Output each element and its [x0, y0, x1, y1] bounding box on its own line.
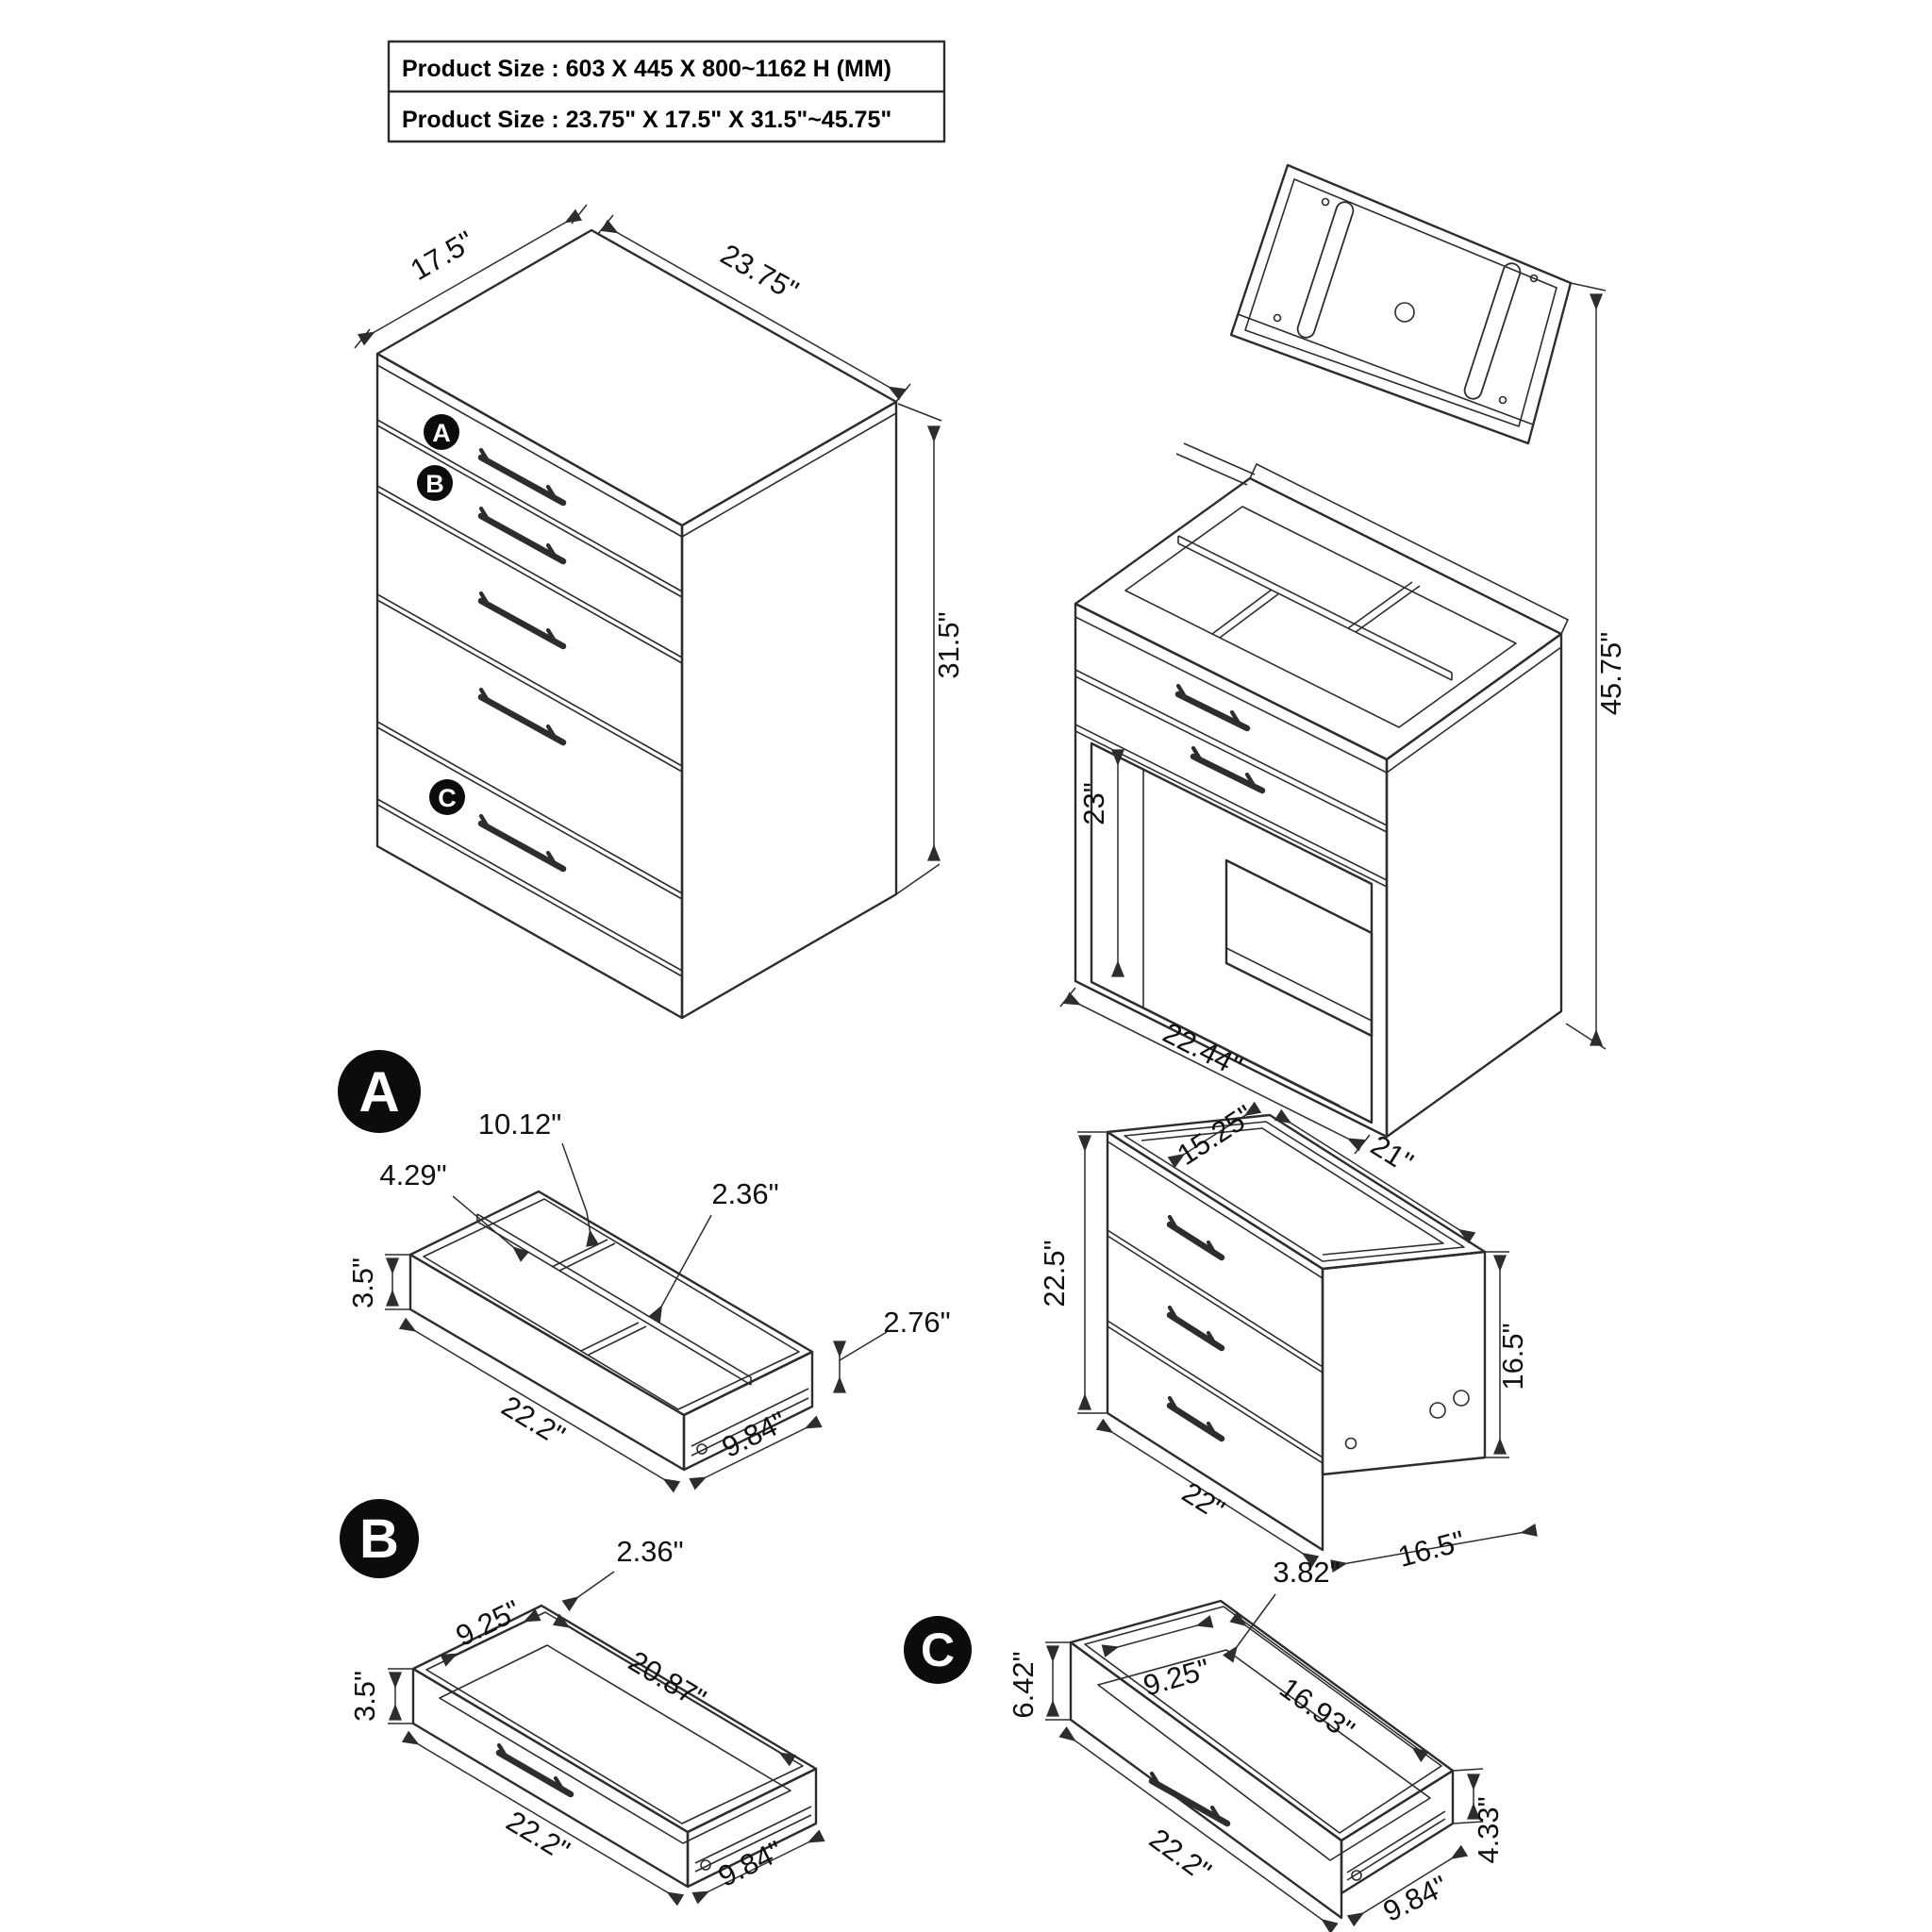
marker-c: C	[438, 784, 457, 812]
dim-chest-right-height: 16.5"	[1496, 1323, 1529, 1391]
dim-c-rail-height: 4.33"	[1472, 1796, 1505, 1864]
drawer-seams	[377, 420, 682, 976]
detail-c-dimensions	[1007, 1556, 1505, 1928]
dim-width: 23.75"	[714, 237, 805, 308]
dim-a-compartment: 4.29"	[379, 1158, 447, 1191]
top-face	[377, 230, 896, 525]
open-vanity-view	[1060, 165, 1627, 1154]
dim-b-inner-height: 2.36"	[616, 1535, 684, 1568]
marker-a: A	[432, 419, 451, 447]
dim-a-front-height: 3.5"	[346, 1257, 379, 1309]
dim-a-depth: 9.84"	[716, 1405, 792, 1464]
dim-b-inner-width: 20.87"	[623, 1644, 712, 1716]
detail-b-dimensions	[348, 1535, 822, 1900]
right-face	[682, 402, 896, 1018]
dim-chest-front-width: 22"	[1175, 1475, 1231, 1526]
drawer-markers	[417, 414, 465, 815]
dim-depth: 17.5"	[405, 224, 480, 287]
dim-chest-right-depth: 16.5"	[1394, 1524, 1469, 1574]
dim-c-depth: 9.84"	[1377, 1869, 1454, 1928]
top-tray	[1125, 443, 1516, 727]
dim-c-inner-width: 16.93"	[1274, 1671, 1361, 1747]
marker-b: B	[425, 470, 444, 498]
chest-dimensions	[1038, 1098, 1536, 1574]
dim-height: 31.5"	[932, 611, 965, 679]
detail-b-view	[340, 1499, 822, 1900]
dim-c-inner-depth: 9.25"	[1139, 1652, 1214, 1703]
vanity-handles	[1178, 686, 1262, 791]
dim-b-inner-depth: 9.25"	[450, 1593, 526, 1653]
c-inner	[1085, 1607, 1445, 1880]
desk-top	[1075, 478, 1561, 759]
chest-lip	[1108, 1141, 1323, 1278]
led-light-left	[1295, 200, 1355, 340]
detail-a-dimensions	[346, 1108, 951, 1487]
dim-a-divider-height: 2.36"	[711, 1177, 779, 1210]
dim-a-divider-length: 10.12"	[477, 1108, 562, 1141]
dim-knee-height: 23"	[1077, 782, 1110, 825]
dim-chest-top-width: 21"	[1364, 1128, 1420, 1179]
dim-b-depth: 9.84"	[712, 1834, 789, 1893]
detail-a-view	[338, 1050, 951, 1487]
dim-floor-depth: 22.44"	[1158, 1015, 1248, 1084]
dim-chest-front-height: 22.5"	[1038, 1240, 1071, 1307]
dim-b-width: 22.2"	[500, 1804, 575, 1868]
touch-button	[1395, 303, 1414, 322]
detail-a-letter: A	[358, 1060, 400, 1124]
dim-c-front-height: 6.42"	[1007, 1651, 1040, 1719]
chest-view	[1038, 1098, 1536, 1574]
product-size-mm: Product Size : 603 X 445 X 800~1162 H (MM)	[402, 56, 891, 82]
dim-total-height: 45.75"	[1594, 631, 1627, 716]
cam-lock-holes	[1346, 1391, 1470, 1449]
dim-c-inner-height: 3.82"	[1273, 1556, 1341, 1589]
lid-screws	[1274, 199, 1538, 404]
dim-a-width: 22.2"	[495, 1389, 571, 1453]
detail-c-letter: C	[920, 1624, 956, 1676]
dim-chest-top-depth: 15.25"	[1171, 1098, 1259, 1172]
panel-lip-lines	[377, 365, 896, 537]
chest-handles	[1170, 1217, 1222, 1439]
closed-cabinet-view	[355, 205, 965, 1018]
dim-a-side-height: 2.76"	[883, 1306, 951, 1339]
detail-b-letter: B	[359, 1508, 399, 1570]
title-box	[389, 42, 944, 142]
dim-c-width: 22.2"	[1143, 1822, 1218, 1889]
back-rim	[1250, 464, 1568, 634]
product-size-inch: Product Size : 23.75" X 17.5" X 31.5"~45.75"	[402, 107, 892, 133]
mirror-lid	[1231, 165, 1571, 443]
detail-c-view	[904, 1556, 1505, 1928]
led-light-right	[1462, 261, 1522, 401]
dim-b-front-height: 3.5"	[348, 1670, 381, 1723]
